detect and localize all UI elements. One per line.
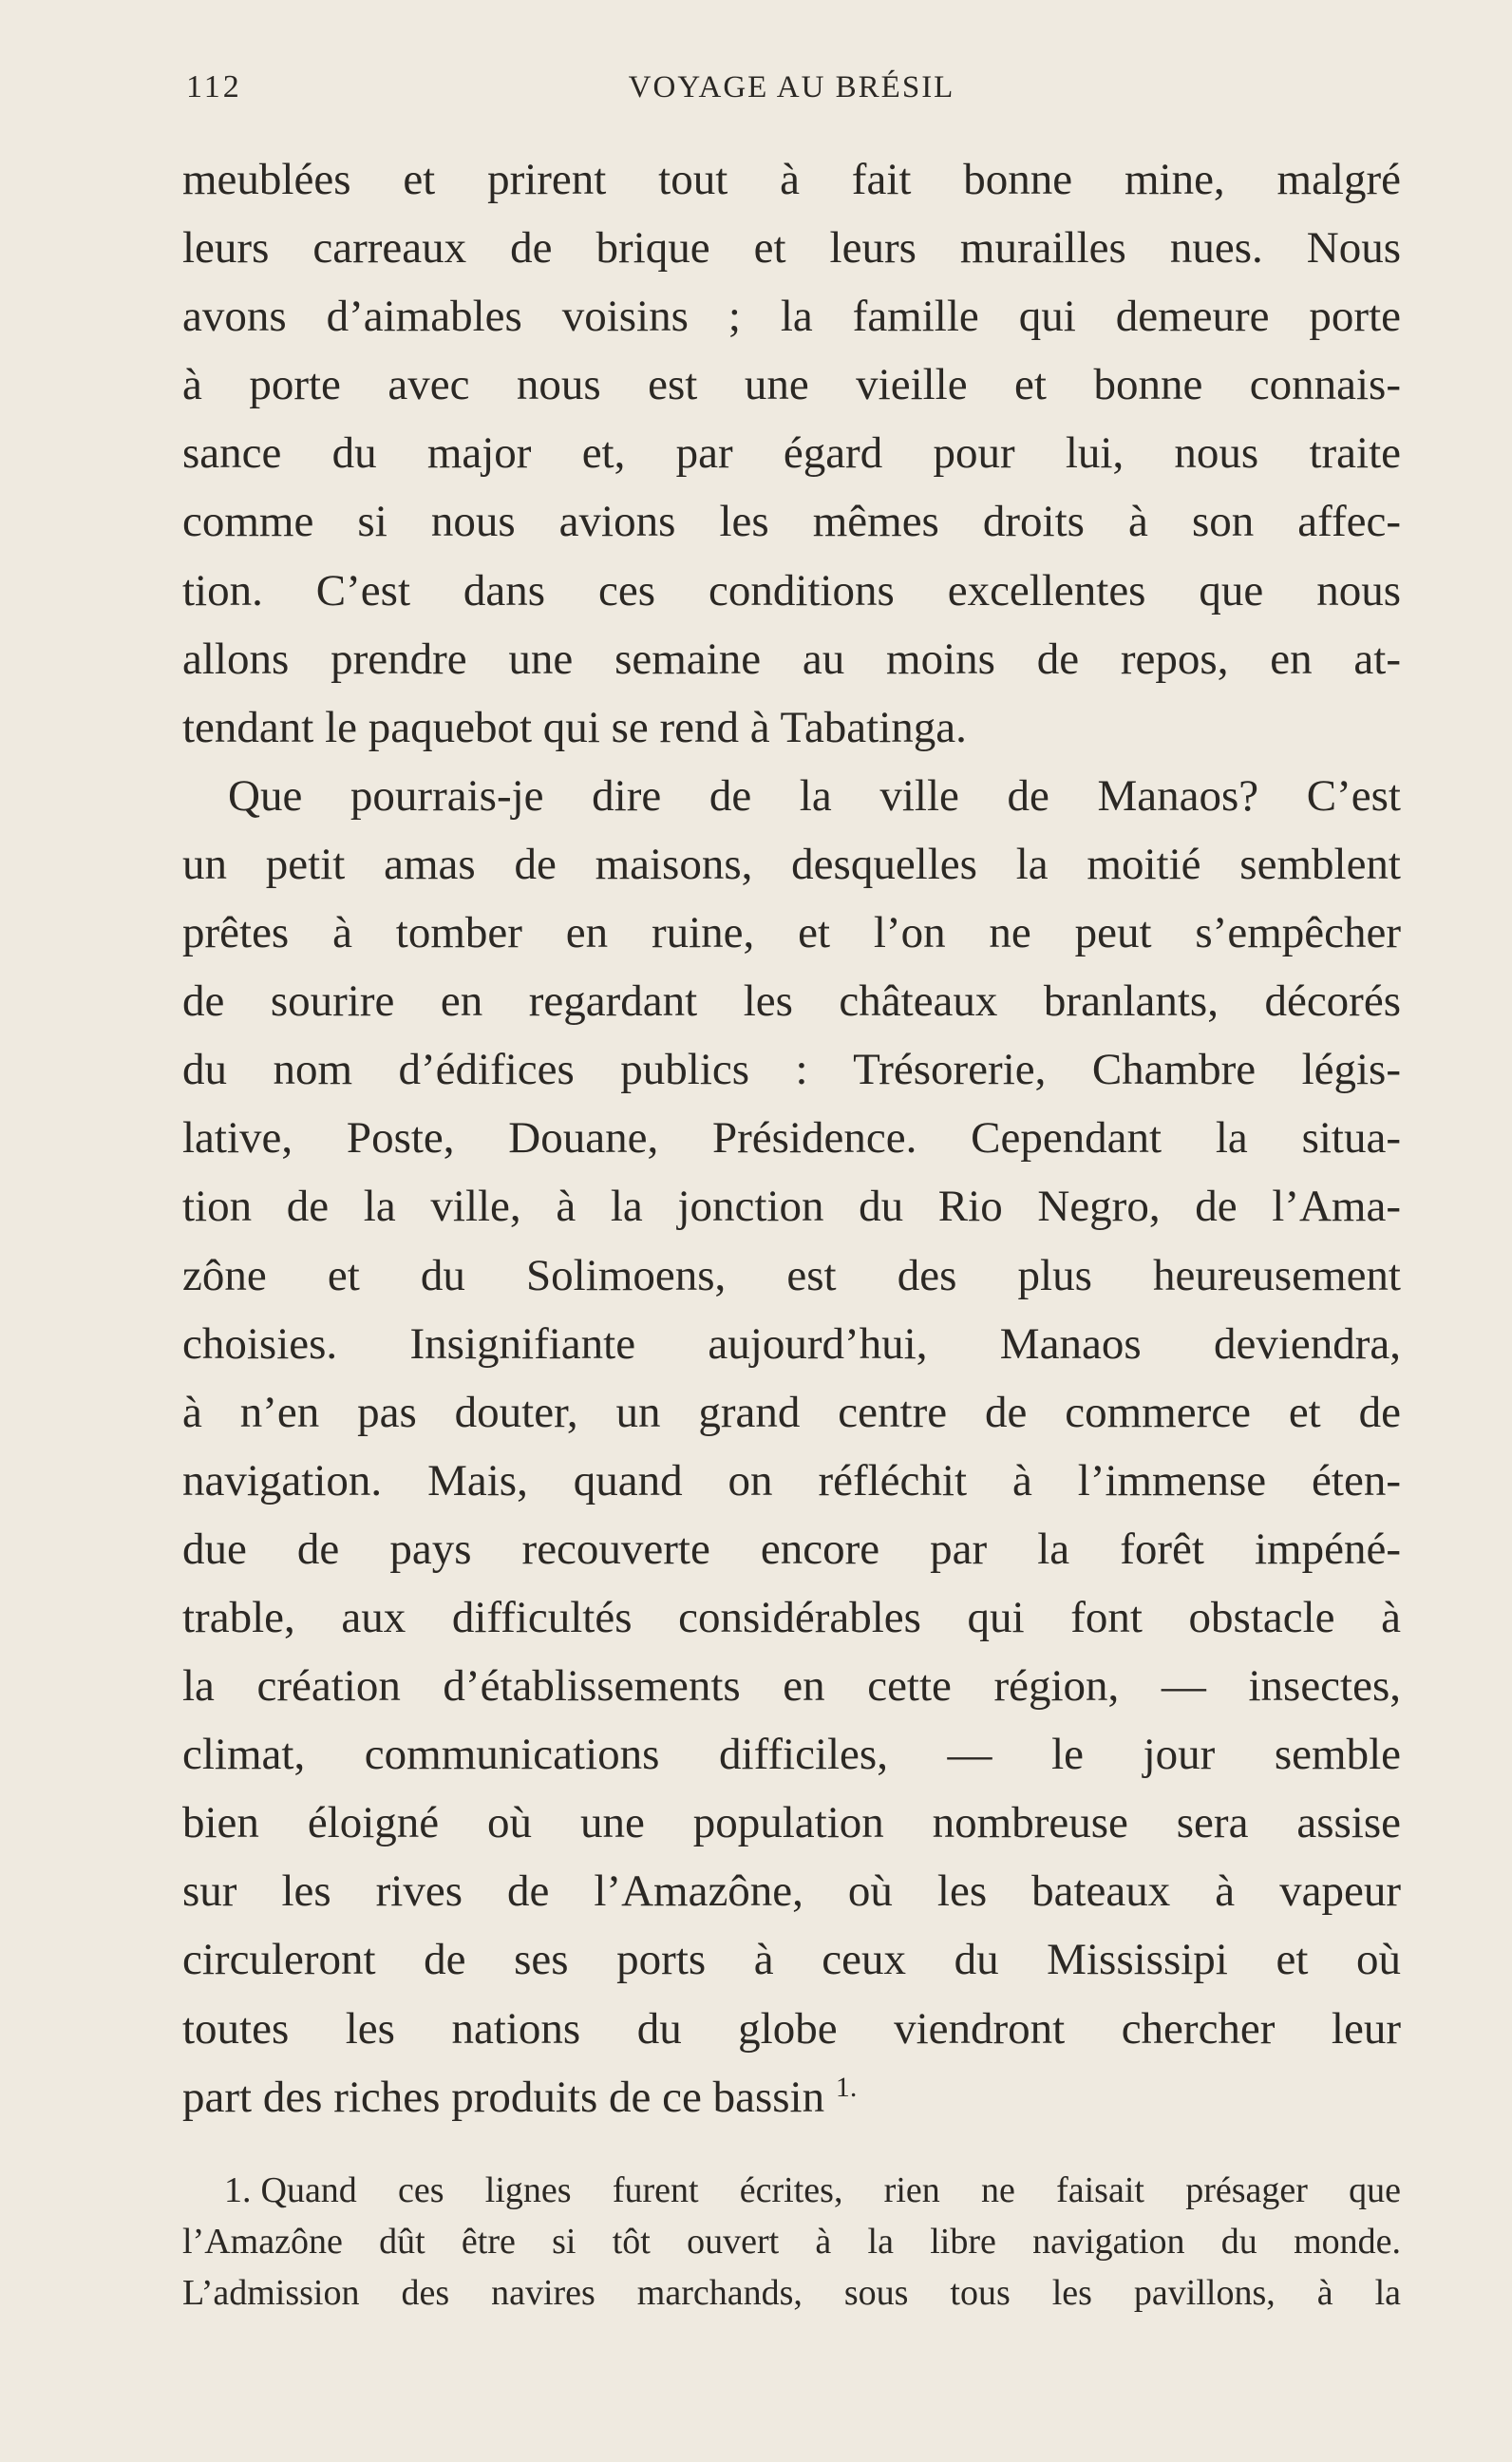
- text-line: du nom d’édifices publics : Trésorerie, Chambre légis-: [182, 1045, 1401, 1095]
- text-line: choisies. Insignifiante aujourd’hui, Manaos deviendra,: [182, 1318, 1401, 1369]
- text-line: sance du major et, par égard pour lui, nous traite: [182, 428, 1401, 479]
- text-line: un petit amas de maisons, desquelles la moitié semblent: [182, 839, 1401, 889]
- text-line: prêtes à tomber en ruine, et l’on ne peut s’empêcher: [182, 908, 1401, 958]
- text-line: zône et du Solimoens, est des plus heureusement: [182, 1250, 1401, 1300]
- text-line: avons d’aimables voisins ; la famille qui demeure porte: [182, 292, 1401, 342]
- body-text: [182, 145, 1401, 2131]
- text-line: trable, aux difficultés considérables qui font obstacle à: [182, 1592, 1401, 1642]
- text-line: leurs carreaux de brique et leurs murailles nues. Nous: [182, 223, 1401, 274]
- footnote-line: l’Amazône dût être si tôt ouvert à la libre navigation du monde.: [182, 2222, 1401, 2262]
- text-line: lative, Poste, Douane, Présidence. Cependant la situa-: [182, 1113, 1401, 1164]
- running-title: VOYAGE AU BRÉSIL: [628, 70, 955, 104]
- text-line: la création d’établissements en cette région, — insectes,: [182, 1661, 1401, 1712]
- text-line: comme si nous avions les mêmes droits à son affec-: [182, 497, 1401, 547]
- text-line-content: part des riches produits de ce bassin: [182, 2072, 825, 2122]
- text-line: due de pays recouverte encore par la forêt impéné-: [182, 1524, 1401, 1574]
- text-line: navigation. Mais, quand on réfléchit à l’immense éten-: [182, 1455, 1401, 1506]
- running-head: [186, 59, 1397, 116]
- page-number: 112: [186, 69, 242, 104]
- text-line: tendant le paquebot qui se rend à Tabatinga.: [182, 702, 967, 752]
- text-line: tion de la ville, à la jonction du Rio Negro, de l’Ama-: [182, 1182, 1401, 1232]
- text-line: de sourire en regardant les châteaux branlants, décorés: [182, 976, 1401, 1027]
- text-line: à porte avec nous est une vieille et bonne connais-: [182, 360, 1401, 410]
- footnote-line: [182, 2165, 1401, 2216]
- text-line: meublées et prirent tout à fait bonne mine, malgré: [182, 155, 1401, 204]
- text-line: Que pourrais-je dire de la ville de Manaos? C’est: [228, 770, 1401, 821]
- footnote-line: L’admission des navires marchands, sous tous les pavillons, à la: [182, 2273, 1401, 2313]
- text-line: climat, communications difficiles, — le jour semble: [182, 1730, 1401, 1780]
- footnotes: [182, 2165, 1401, 2319]
- text-line: bien éloigné où une population nombreuse sera assise: [182, 1798, 1401, 1848]
- footnote-text: Quand ces lignes furent écrites, rien ne faisait présager que: [260, 2170, 1401, 2210]
- text-line: à n’en pas douter, un grand centre de commerce et de: [182, 1387, 1401, 1437]
- footnote-number: 1.: [224, 2170, 252, 2210]
- last-text-line: [182, 2063, 1401, 2131]
- text-line: tion. C’est dans ces conditions excellentes que nous: [182, 565, 1401, 616]
- text-line: circuleront de ses ports à ceux du Mississipi et où: [182, 1935, 1401, 1985]
- text-line: allons prendre une semaine au moins de repos, en at-: [182, 634, 1401, 684]
- text-line: sur les rives de l’Amazône, où les bateaux à vapeur: [182, 1866, 1401, 1917]
- footnote-reference[interactable]: 1.: [835, 2071, 858, 2103]
- text-line: toutes les nations du globe viendront chercher leur: [182, 2003, 1401, 2054]
